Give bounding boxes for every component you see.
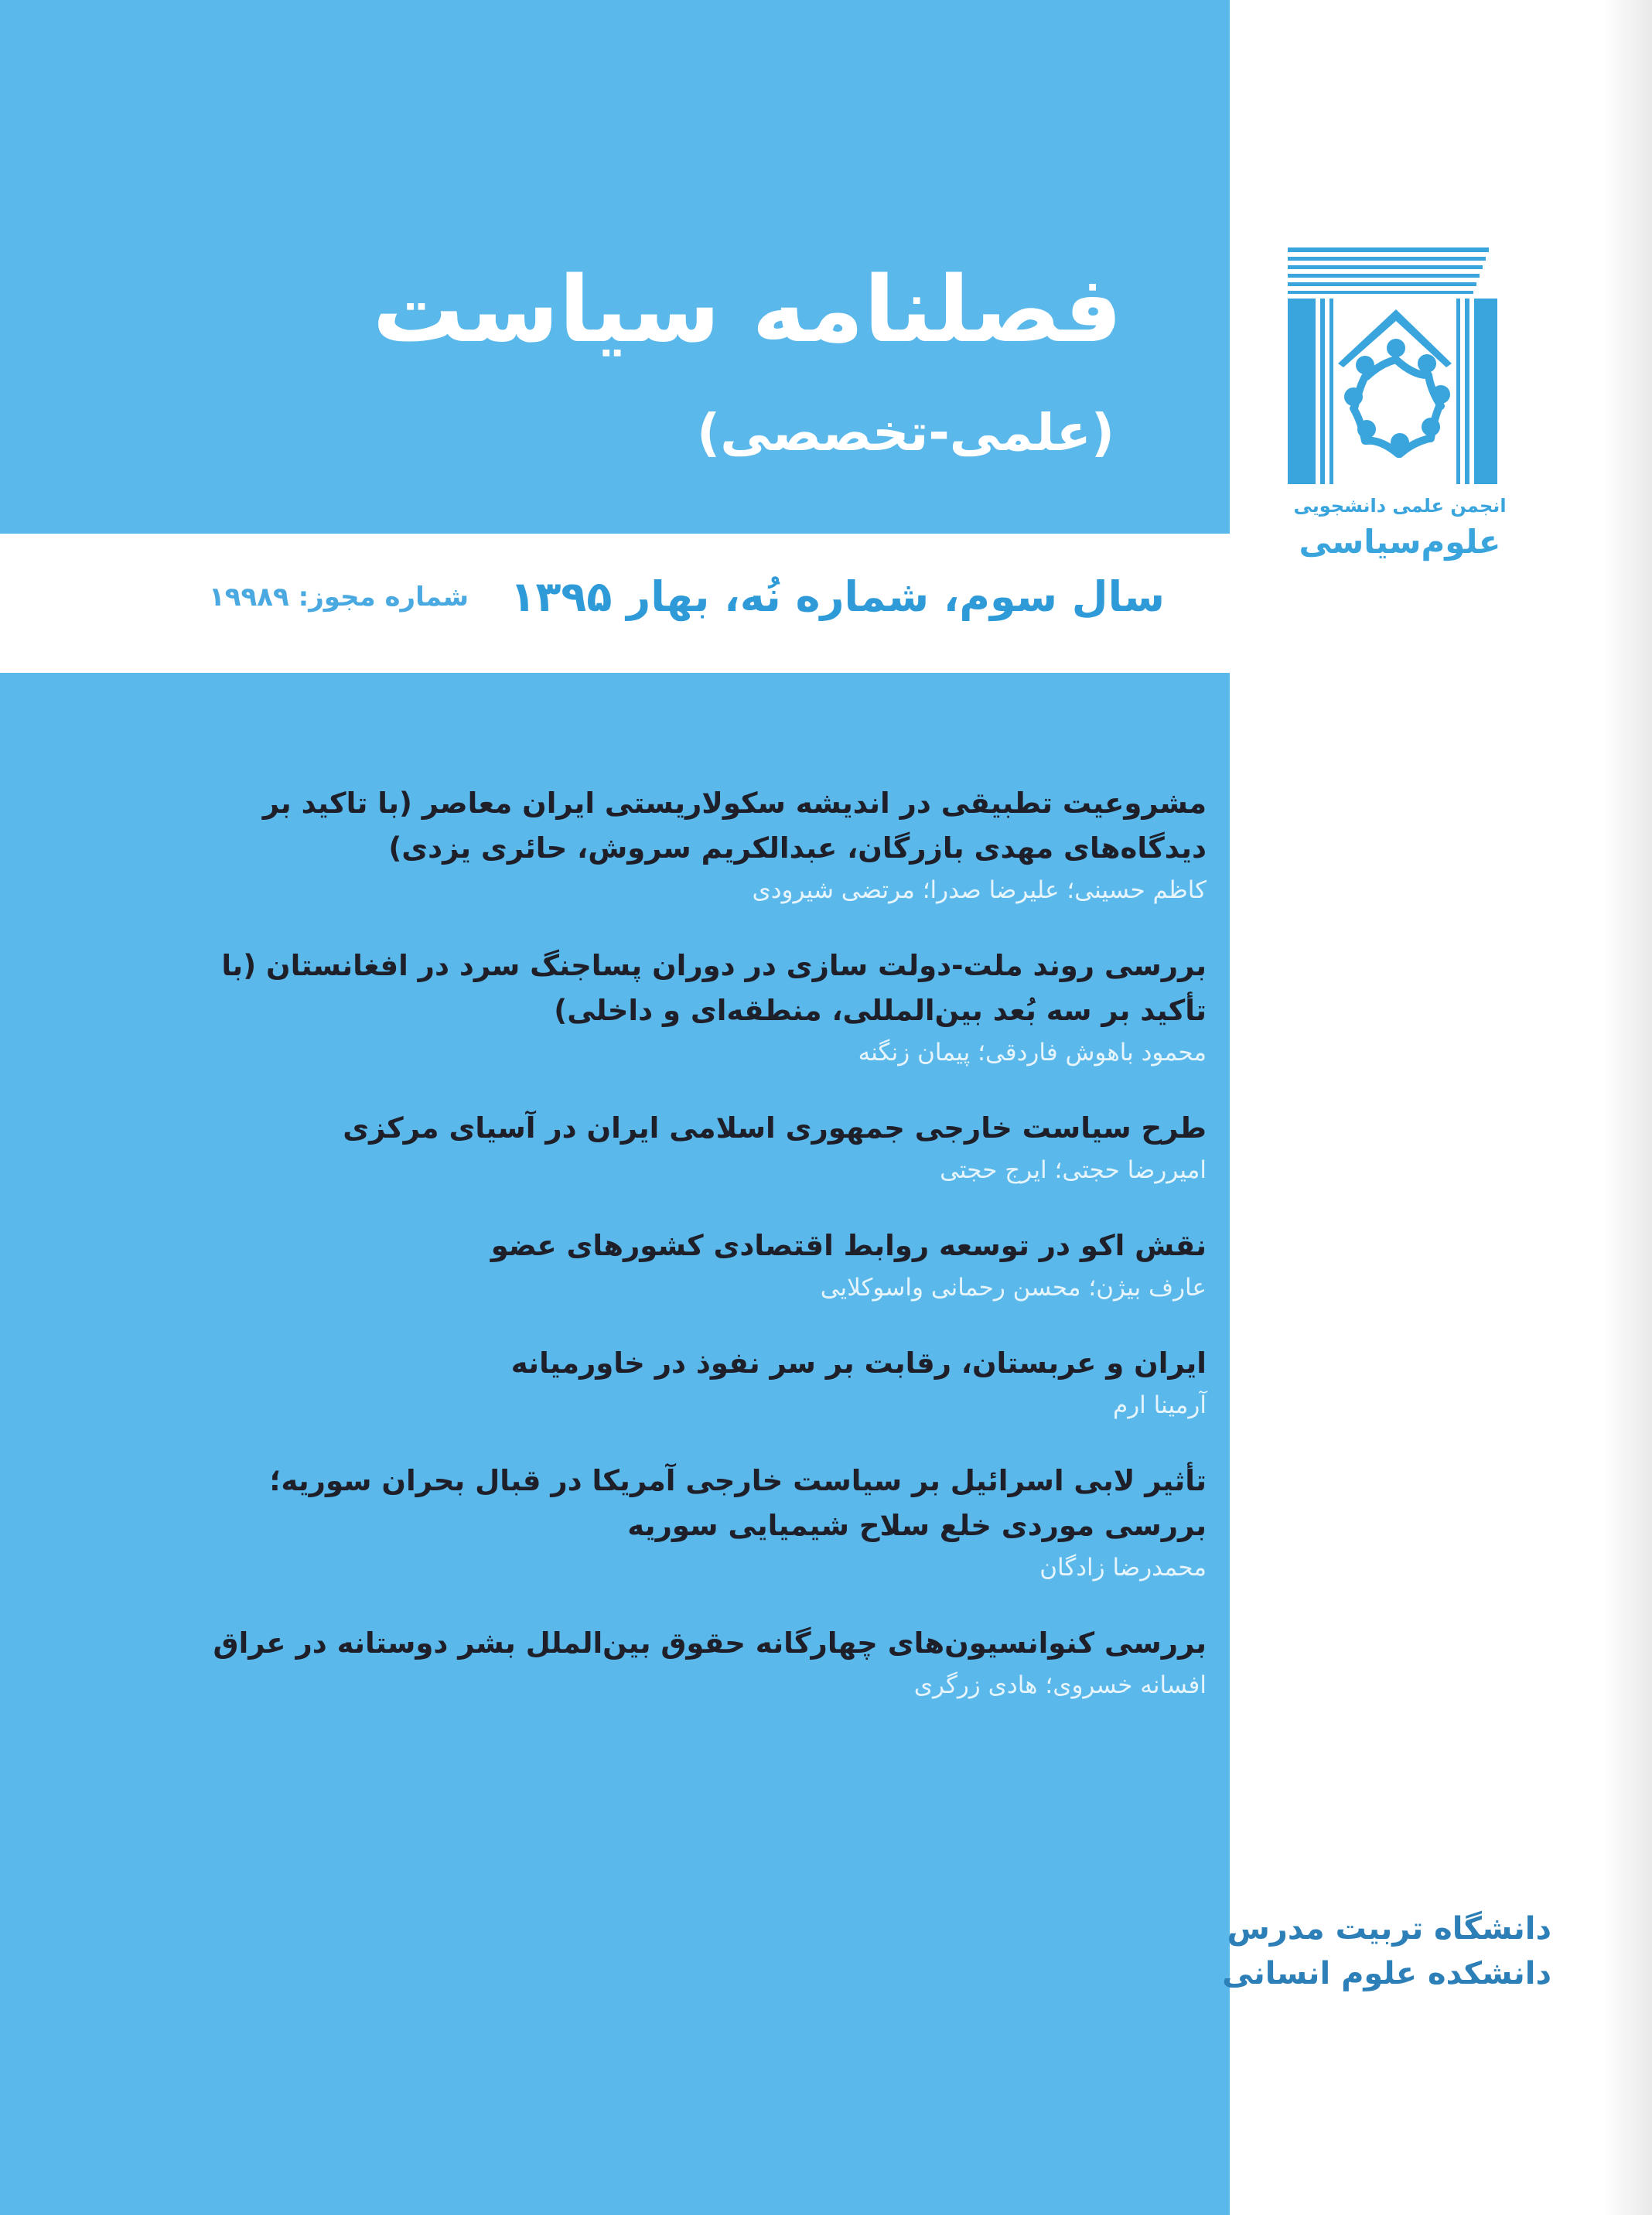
article-title: نقش اکو در توسعه روابط اقتصادی کشورهای عضو: [490, 1229, 1207, 1262]
list-item: [186, 1224, 1207, 1307]
issue-line: سال سوم، شماره نُه، بهار ۱۳۹۵: [510, 572, 1165, 621]
article-title: بررسی روند ملت-دولت سازی در دوران پساجنگ سرد در افغانستان (با تأکید بر سه بُعد بین‌المللی، منطقه‌ای و داخلی): [221, 949, 1207, 1027]
article-title: طرح سیاست خارجی جمهوری اسلامی ایران در آسیای مرکزی: [343, 1111, 1207, 1145]
list-item: [186, 1459, 1207, 1587]
list-item: [186, 781, 1207, 910]
logo-name: علوم‌سیاسی: [1299, 523, 1501, 561]
journal-subtitle: (علمی-تخصصی): [697, 403, 1114, 462]
license-number: شماره مجوز: ۱۹۹۸۹: [209, 582, 469, 613]
table-of-contents: [186, 781, 1207, 1739]
list-item: [186, 1341, 1207, 1425]
article-authors: کاظم حسینی؛ علیرضا صدرا؛ مرتضی شیرودی: [752, 876, 1207, 904]
list-item: [186, 1621, 1207, 1705]
article-title: ایران و عربستان، رقابت بر سر نفوذ در خاورمیانه: [510, 1346, 1207, 1380]
article-authors: آرمینا ارم: [1113, 1391, 1207, 1419]
article-authors: محمود باهوش فاردقی؛ پیمان زنگنه: [858, 1039, 1207, 1067]
logo-org-line: انجمن علمی دانشجویی: [1293, 495, 1507, 517]
journal-title: فصلنامه سیاست: [372, 256, 1122, 363]
article-title: تأثیر لابی اسرائیل بر سیاست خارجی آمریکا در قبال بحران سوریه؛ بررسی موردی خلع سلاح شیمیایی سوریه: [269, 1464, 1207, 1542]
article-authors: محمدرضا زادگان: [1039, 1554, 1207, 1582]
article-authors: امیررضا حجتی؛ ایرج حجتی: [940, 1156, 1207, 1184]
list-item: [186, 1106, 1207, 1189]
list-item: [186, 944, 1207, 1072]
publisher-block: [1180, 1906, 1551, 1996]
article-authors: عارف بیژن؛ محسن رحمانی واسوکلایی: [820, 1274, 1207, 1302]
article-authors: افسانه خسروی؛ هادی زرگری: [913, 1671, 1207, 1699]
publisher-faculty: دانشکده علوم انسانی: [1222, 1956, 1551, 1991]
publisher-university: دانشگاه تربیت مدرس: [1227, 1911, 1551, 1947]
article-title: مشروعیت تطبیقی در اندیشه سکولاریستی ایران معاصر (با تاکید بر دیدگاه‌های مهدی بازرگان، عبدالکریم سروش، حائری یزدی): [262, 787, 1207, 865]
article-title: بررسی کنوانسیون‌های چهارگانه حقوق بین‌الملل بشر دوستانه در عراق: [213, 1626, 1207, 1660]
